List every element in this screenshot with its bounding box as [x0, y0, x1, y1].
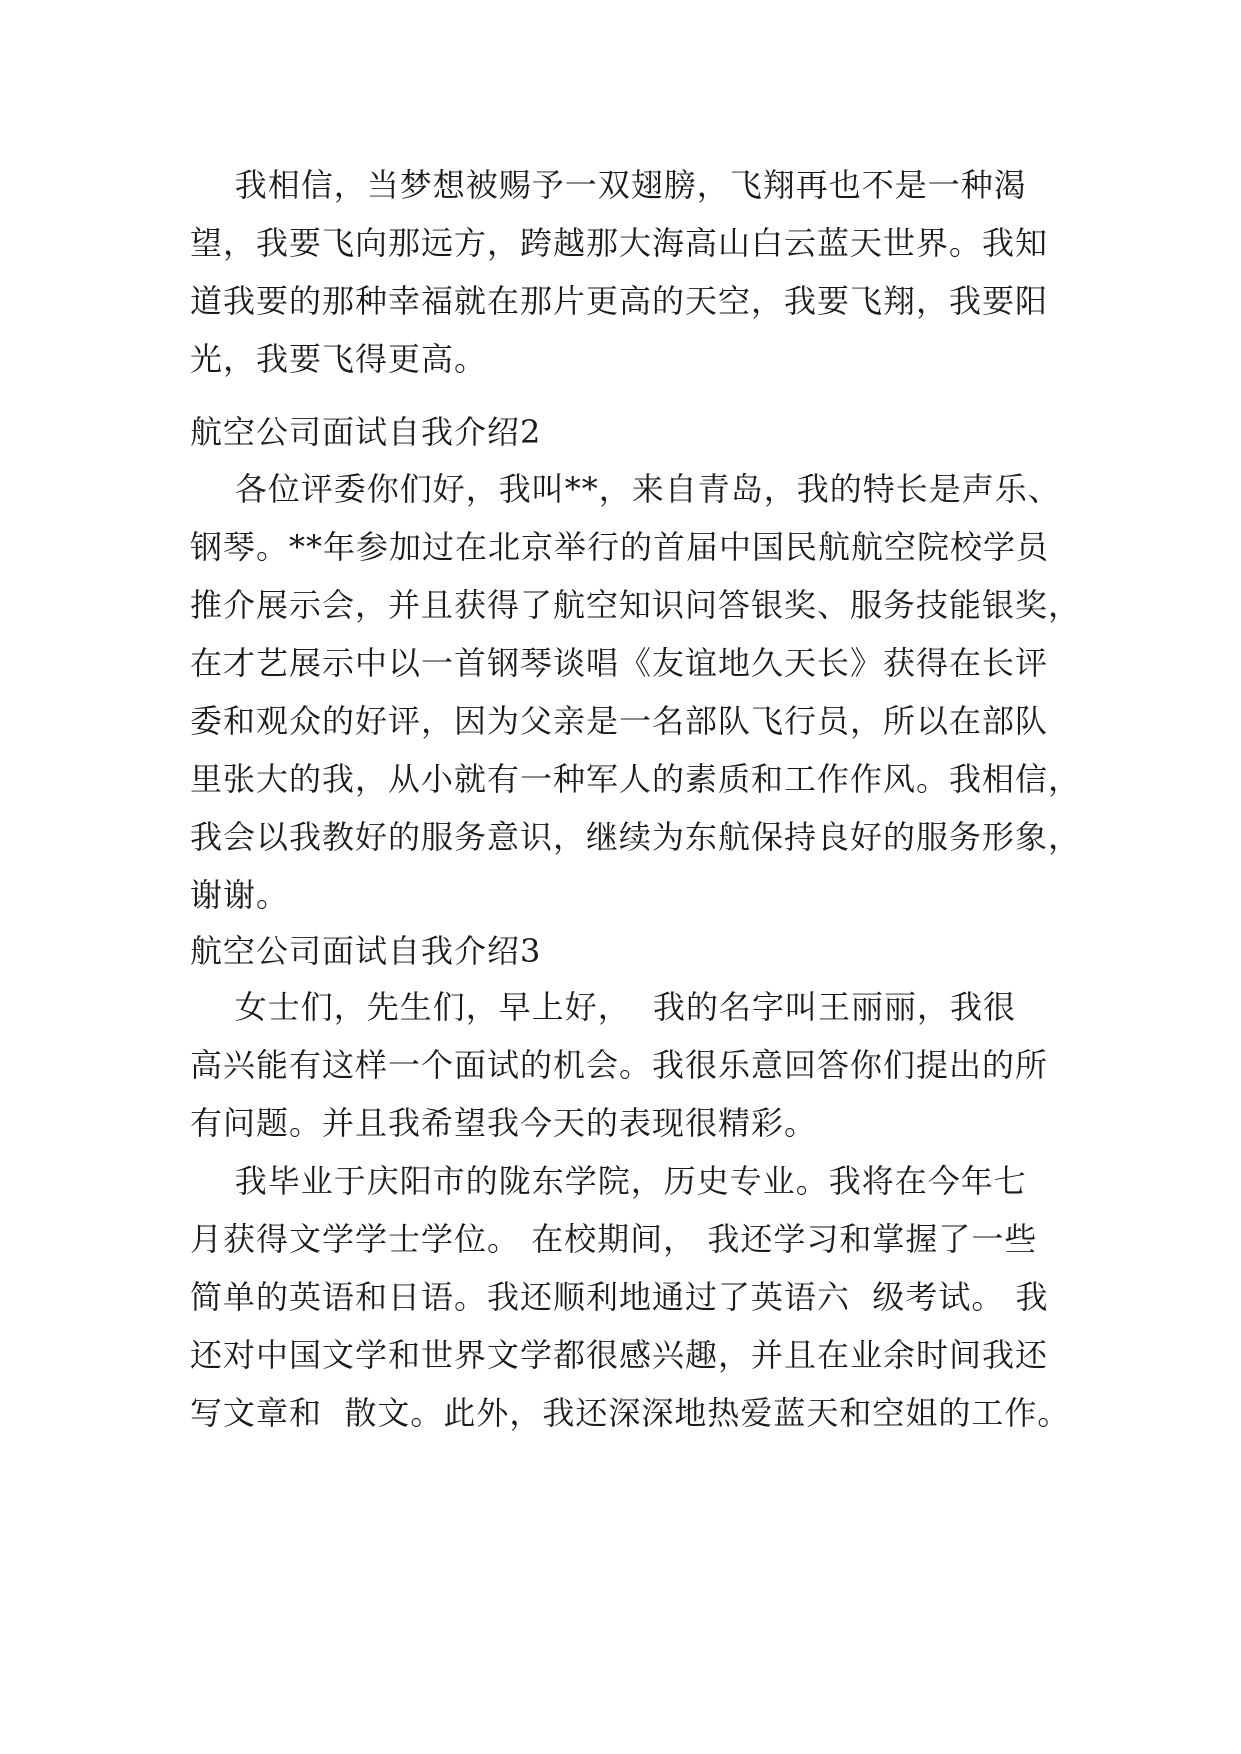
text-line: 有问题。并且我希望我今天的表现很精彩。 [190, 1104, 818, 1142]
text-line: 我会以我教好的服务意识，继续为东航保持良好的服务形象， [190, 818, 1082, 856]
paragraph-intro-3 [190, 978, 1070, 1442]
text-line: 委和观众的好评，因为父亲是一名部队飞行员，所以在部队 [190, 702, 1049, 740]
text-line: 望，我要飞向那远方，跨越那大海高山白云蓝天世界。我知 [190, 224, 1049, 262]
text-line: 道我要的那种幸福就在那片更高的天空，我要飞翔，我要阳 [190, 282, 1049, 320]
text-line: 光，我要飞得更高。 [190, 340, 488, 378]
text-line: 各位评委你们好，我叫**，来自青岛，我的特长是声乐、 [190, 470, 1061, 508]
paragraph-dream [190, 156, 1070, 388]
text-line: 我相信，当梦想被赐予一双翅膀，飞翔再也不是一种渴 [190, 166, 1027, 204]
text-line: 里张大的我，从小就有一种军人的素质和工作作风。我相信， [190, 760, 1082, 798]
text-line: 我毕业于庆阳市的陇东学院，历史专业。我将在今年七 [190, 1162, 1027, 1200]
text-line: 简单的英语和日语。我还顺利地通过了英语六 级考试。 我 [190, 1278, 1049, 1316]
section-heading-3: 航空公司面试自我介绍3 [190, 932, 542, 970]
text-line: 写文章和 散文。此外，我还深深地热爱蓝天和空姐的工作。 [190, 1394, 1071, 1432]
text-line: 钢琴。**年参加过在北京举行的首届中国民航航空院校学员 [190, 528, 1050, 566]
text-line: 月获得文学学士学位。 在校期间， 我还学习和掌握了一些 [190, 1220, 1038, 1258]
paragraph-intro-2 [190, 460, 1082, 924]
text-line: 女士们，先生们，早上好， 我的名字叫王丽丽，我很 [190, 988, 1017, 1026]
text-line: 在才艺展示中以一首钢琴谈唱《友谊地久天长》获得在长评 [190, 644, 1049, 682]
text-line: 谢谢。 [190, 876, 290, 914]
text-line: 还对中国文学和世界文学都很感兴趣，并且在业余时间我还 [190, 1336, 1049, 1374]
text-line: 推介展示会，并且获得了航空知识问答银奖、服务技能银奖， [190, 586, 1082, 624]
section-heading-2: 航空公司面试自我介绍2 [190, 413, 542, 451]
text-line: 高兴能有这样一个面试的机会。我很乐意回答你们提出的所 [190, 1046, 1049, 1084]
